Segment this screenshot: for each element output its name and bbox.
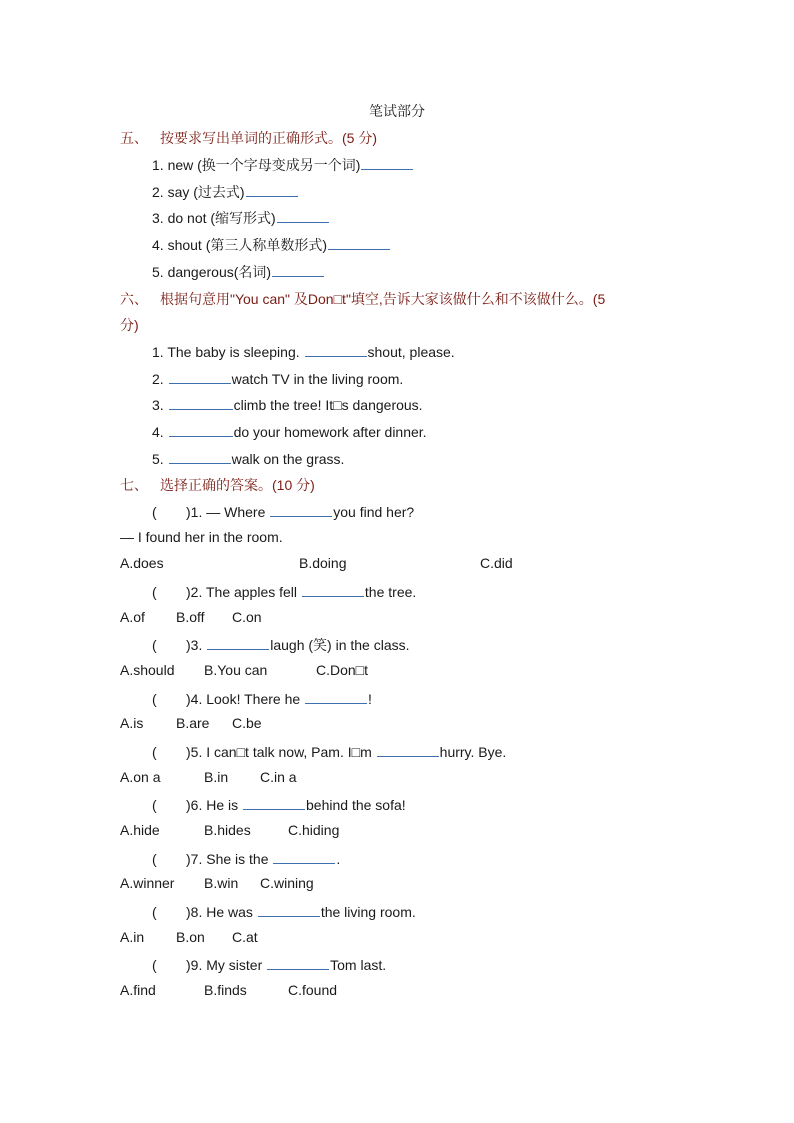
answer-blank[interactable]	[277, 208, 329, 223]
option-c[interactable]: C.Don□t	[316, 662, 369, 678]
answer-blank[interactable]	[169, 395, 233, 410]
section-5-number: 五、	[120, 130, 148, 146]
option-a[interactable]: A.in	[120, 929, 145, 945]
section-5-item: 1. new (换一个字母变成另一个词)	[152, 155, 414, 175]
option-b[interactable]: B.on	[176, 929, 205, 945]
option-a[interactable]: A.is	[120, 715, 144, 731]
option-b[interactable]: B.You can	[204, 662, 268, 678]
answer-blank[interactable]	[305, 689, 367, 704]
option-c[interactable]: C.be	[232, 715, 262, 731]
option-a[interactable]: A.of	[120, 609, 145, 625]
question-2: ( )2. The apples fell the tree.	[152, 584, 417, 600]
section-6-title-cont: 分)	[120, 317, 139, 333]
option-c[interactable]: C.on	[232, 609, 262, 625]
section-5-item: 5. dangerous(名词)	[152, 262, 325, 282]
question-3: ( )3. laugh (笑) in the class.	[152, 637, 410, 653]
answer-blank[interactable]	[246, 182, 298, 197]
question-4: ( )4. Look! There he !	[152, 691, 372, 707]
section-6-title: 根据句意用"You can" 及Don□t"填空,告诉大家该做什么和不该做什么。(5	[160, 291, 606, 307]
question-7: ( )7. She is the .	[152, 851, 341, 867]
option-a[interactable]: A.winner	[120, 875, 175, 891]
section-6-item: 1. The baby is sleeping. shout, please.	[152, 344, 455, 360]
question-9: ( )9. My sister Tom last.	[152, 957, 387, 973]
section-5-item: 3. do not (缩写形式)	[152, 208, 330, 228]
section-6-item: 4. do your homework after dinner.	[152, 424, 427, 440]
answer-bracket[interactable]: (	[152, 851, 157, 867]
section-5-item: 4. shout (第三人称单数形式)	[152, 235, 391, 255]
option-b[interactable]: B.win	[204, 875, 239, 891]
answer-blank[interactable]	[267, 955, 329, 970]
option-b[interactable]: B.doing	[299, 555, 347, 571]
answer-blank[interactable]	[328, 235, 390, 250]
answer-blank[interactable]	[169, 422, 233, 437]
answer-bracket[interactable]: (	[152, 504, 157, 520]
option-a[interactable]: A.on a	[120, 769, 161, 785]
answer-blank[interactable]	[273, 849, 335, 864]
answer-bracket[interactable]: (	[152, 584, 157, 600]
option-a[interactable]: A.find	[120, 982, 156, 998]
answer-bracket[interactable]: (	[152, 904, 157, 920]
answer-bracket[interactable]: (	[152, 691, 157, 707]
answer-blank[interactable]	[272, 262, 324, 277]
section-5-heading	[120, 128, 377, 148]
section-6-item: 2. watch TV in the living room.	[152, 371, 404, 387]
answer-blank[interactable]	[361, 155, 413, 170]
option-b[interactable]: B.hides	[204, 822, 251, 838]
question-1-response: — I found her in the room.	[120, 529, 283, 545]
answer-bracket[interactable]: (	[152, 797, 157, 813]
section-6-item: 3. climb the tree! It□s dangerous.	[152, 397, 423, 413]
option-a[interactable]: A.should	[120, 662, 175, 678]
option-b[interactable]: B.finds	[204, 982, 247, 998]
answer-blank[interactable]	[207, 635, 269, 650]
answer-blank[interactable]	[258, 902, 320, 917]
answer-blank[interactable]	[302, 582, 364, 597]
section-5-item: 2. say (过去式)	[152, 182, 299, 202]
answer-bracket[interactable]: (	[152, 637, 157, 653]
answer-blank[interactable]	[270, 502, 332, 517]
answer-blank[interactable]	[377, 742, 439, 757]
option-c[interactable]: C.did	[480, 555, 513, 571]
option-a[interactable]: A.does	[120, 555, 164, 571]
page-title: 笔试部分	[369, 103, 425, 119]
option-c[interactable]: C.found	[288, 982, 338, 998]
section-6-heading	[120, 289, 605, 309]
section-7-number: 七、	[120, 477, 148, 493]
answer-blank[interactable]	[305, 342, 367, 357]
section-7-title: 选择正确的答案。(10 分)	[160, 477, 315, 493]
answer-blank[interactable]	[169, 369, 231, 384]
option-b[interactable]: B.are	[176, 715, 210, 731]
question-1: ( )1. — Where you find her?	[152, 504, 415, 520]
section-6-number: 六、	[120, 291, 148, 307]
option-a[interactable]: A.hide	[120, 822, 160, 838]
answer-bracket[interactable]: (	[152, 957, 157, 973]
option-c[interactable]: C.wining	[260, 875, 314, 891]
answer-blank[interactable]	[243, 795, 305, 810]
option-b[interactable]: B.off	[176, 609, 205, 625]
question-8: ( )8. He was the living room.	[152, 904, 416, 920]
option-c[interactable]: C.at	[232, 929, 258, 945]
answer-blank[interactable]	[169, 449, 231, 464]
section-6-item: 5. walk on the grass.	[152, 451, 345, 467]
option-c[interactable]: C.hiding	[288, 822, 340, 838]
option-b[interactable]: B.in	[204, 769, 229, 785]
question-5: ( )5. I can□t talk now, Pam. I□m hurry. Bye.	[152, 744, 507, 760]
section-7-heading	[120, 475, 315, 495]
section-5-title: 按要求写出单词的正确形式。(5 分)	[160, 130, 377, 146]
question-6: ( )6. He is behind the sofa!	[152, 797, 406, 813]
answer-bracket[interactable]: (	[152, 744, 157, 760]
option-c[interactable]: C.in a	[260, 769, 297, 785]
